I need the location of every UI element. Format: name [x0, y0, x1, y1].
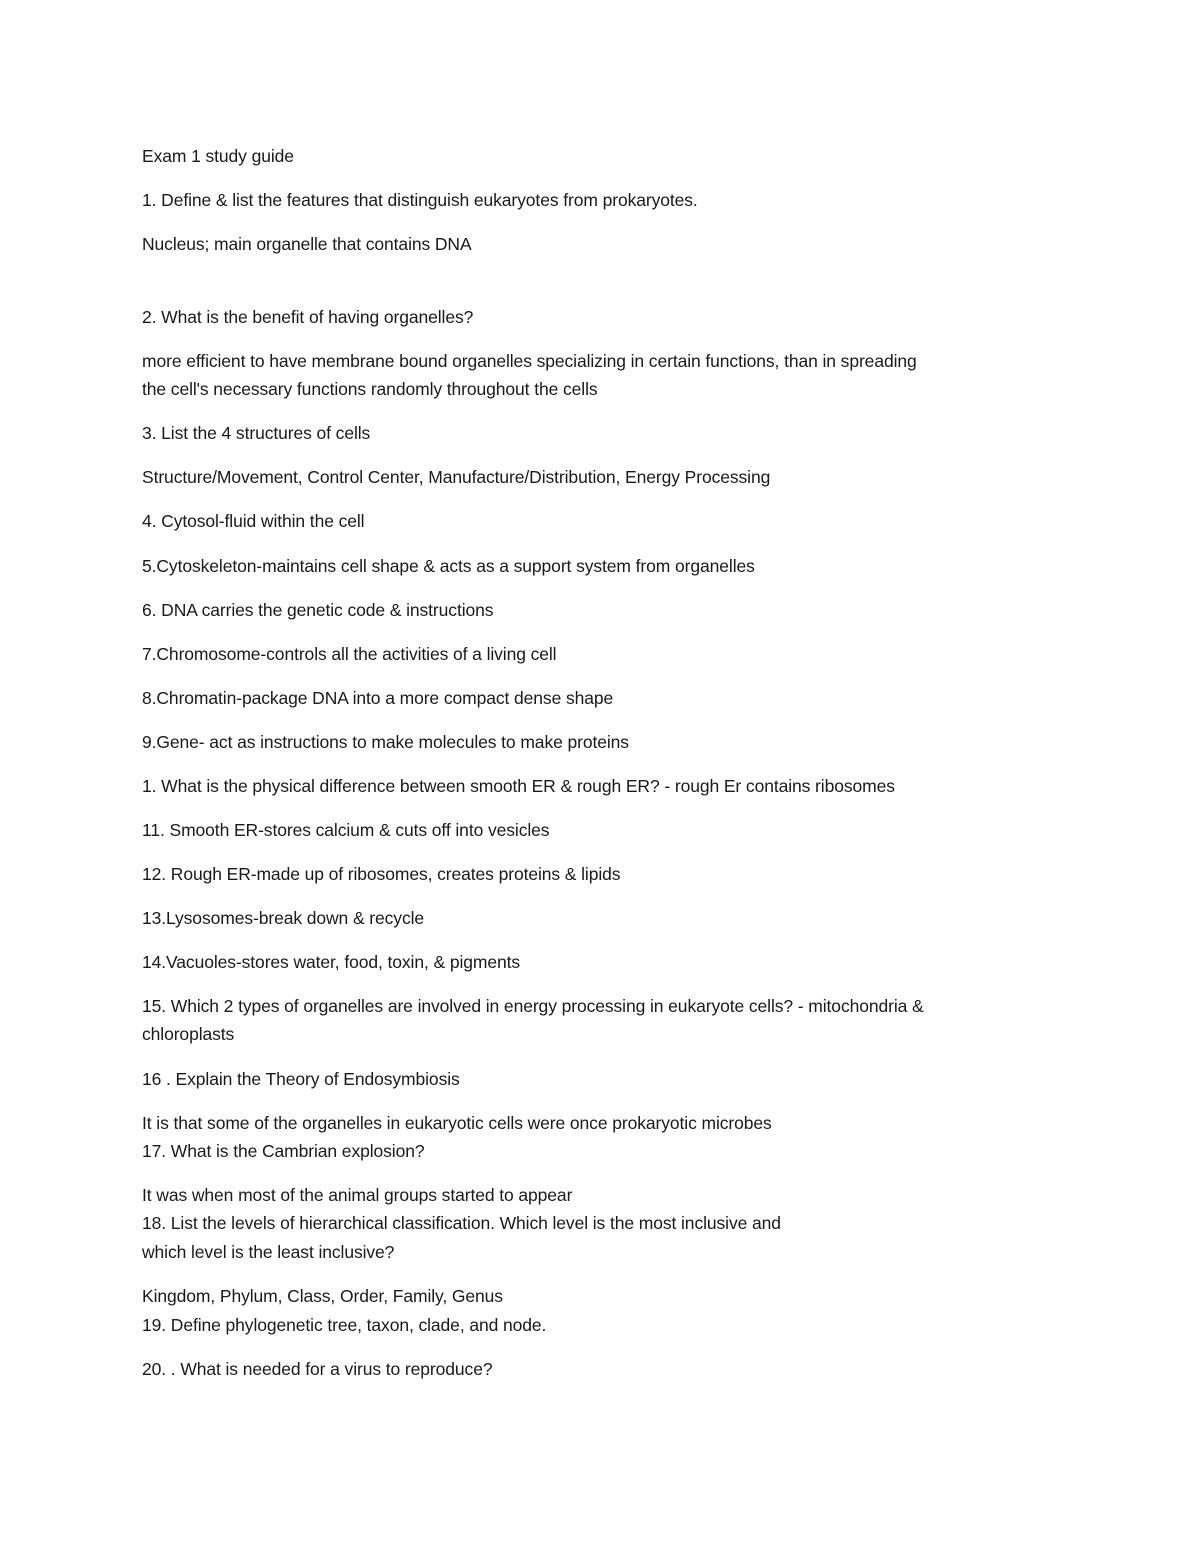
answer-1: Nucleus; main organelle that contains DNA — [142, 234, 472, 254]
answer-18: Kingdom, Phylum, Class, Order, Family, Genus — [142, 1286, 503, 1306]
answer-17: It was when most of the animal groups started to appear — [142, 1185, 573, 1205]
question-18-line-1: 18. List the levels of hierarchical classification. Which level is the most inclusive and — [142, 1213, 781, 1233]
item-8: 8.Chromatin-package DNA into a more compact dense shape — [142, 688, 614, 708]
question-15-line-2: chloroplasts — [142, 1024, 235, 1044]
question-3: 3. List the 4 structures of cells — [142, 423, 371, 443]
question-19: 19. Define phylogenetic tree, taxon, clade, and node. — [142, 1315, 547, 1335]
item-6: 6. DNA carries the genetic code & instructions — [142, 600, 494, 620]
question-1: 1. Define & list the features that distinguish eukaryotes from prokaryotes. — [142, 190, 698, 210]
question-16: 16 . Explain the Theory of Endosymbiosis — [142, 1069, 460, 1089]
item-7: 7.Chromosome-controls all the activities of a living cell — [142, 644, 557, 664]
question-2: 2. What is the benefit of having organelles? — [142, 307, 474, 327]
document-title: Exam 1 study guide — [142, 146, 294, 166]
item-13: 13.Lysosomes-break down & recycle — [142, 908, 425, 928]
answer-2-line-2: the cell's necessary functions randomly throughout the cells — [142, 379, 598, 399]
question-17: 17. What is the Cambrian explosion? — [142, 1141, 425, 1161]
item-9: 9.Gene- act as instructions to make molecules to make proteins — [142, 732, 629, 752]
answer-3: Structure/Movement, Control Center, Manufacture/Distribution, Energy Processing — [142, 467, 771, 487]
answer-16: It is that some of the organelles in eukaryotic cells were once prokaryotic microbes — [142, 1113, 772, 1133]
answer-2-line-1: more efficient to have membrane bound organelles specializing in certain functions, than in spreading — [142, 351, 917, 371]
question-20: 20. . What is needed for a virus to reproduce? — [142, 1359, 493, 1379]
item-4: 4. Cytosol-fluid within the cell — [142, 511, 365, 531]
item-11: 11. Smooth ER-stores calcium & cuts off into vesicles — [142, 820, 550, 840]
item-12: 12. Rough ER-made up of ribosomes, creates proteins & lipids — [142, 864, 621, 884]
item-14: 14.Vacuoles-stores water, food, toxin, & pigments — [142, 952, 521, 972]
item-10: 1. What is the physical difference between smooth ER & rough ER? - rough Er contains ribosomes — [142, 776, 895, 796]
question-15-line-1: 15. Which 2 types of organelles are involved in energy processing in eukaryote cells? - mitochondria & — [142, 996, 924, 1016]
item-5: 5.Cytoskeleton-maintains cell shape & acts as a support system from organelles — [142, 556, 755, 576]
question-18-line-2: which level is the least inclusive? — [142, 1242, 395, 1262]
